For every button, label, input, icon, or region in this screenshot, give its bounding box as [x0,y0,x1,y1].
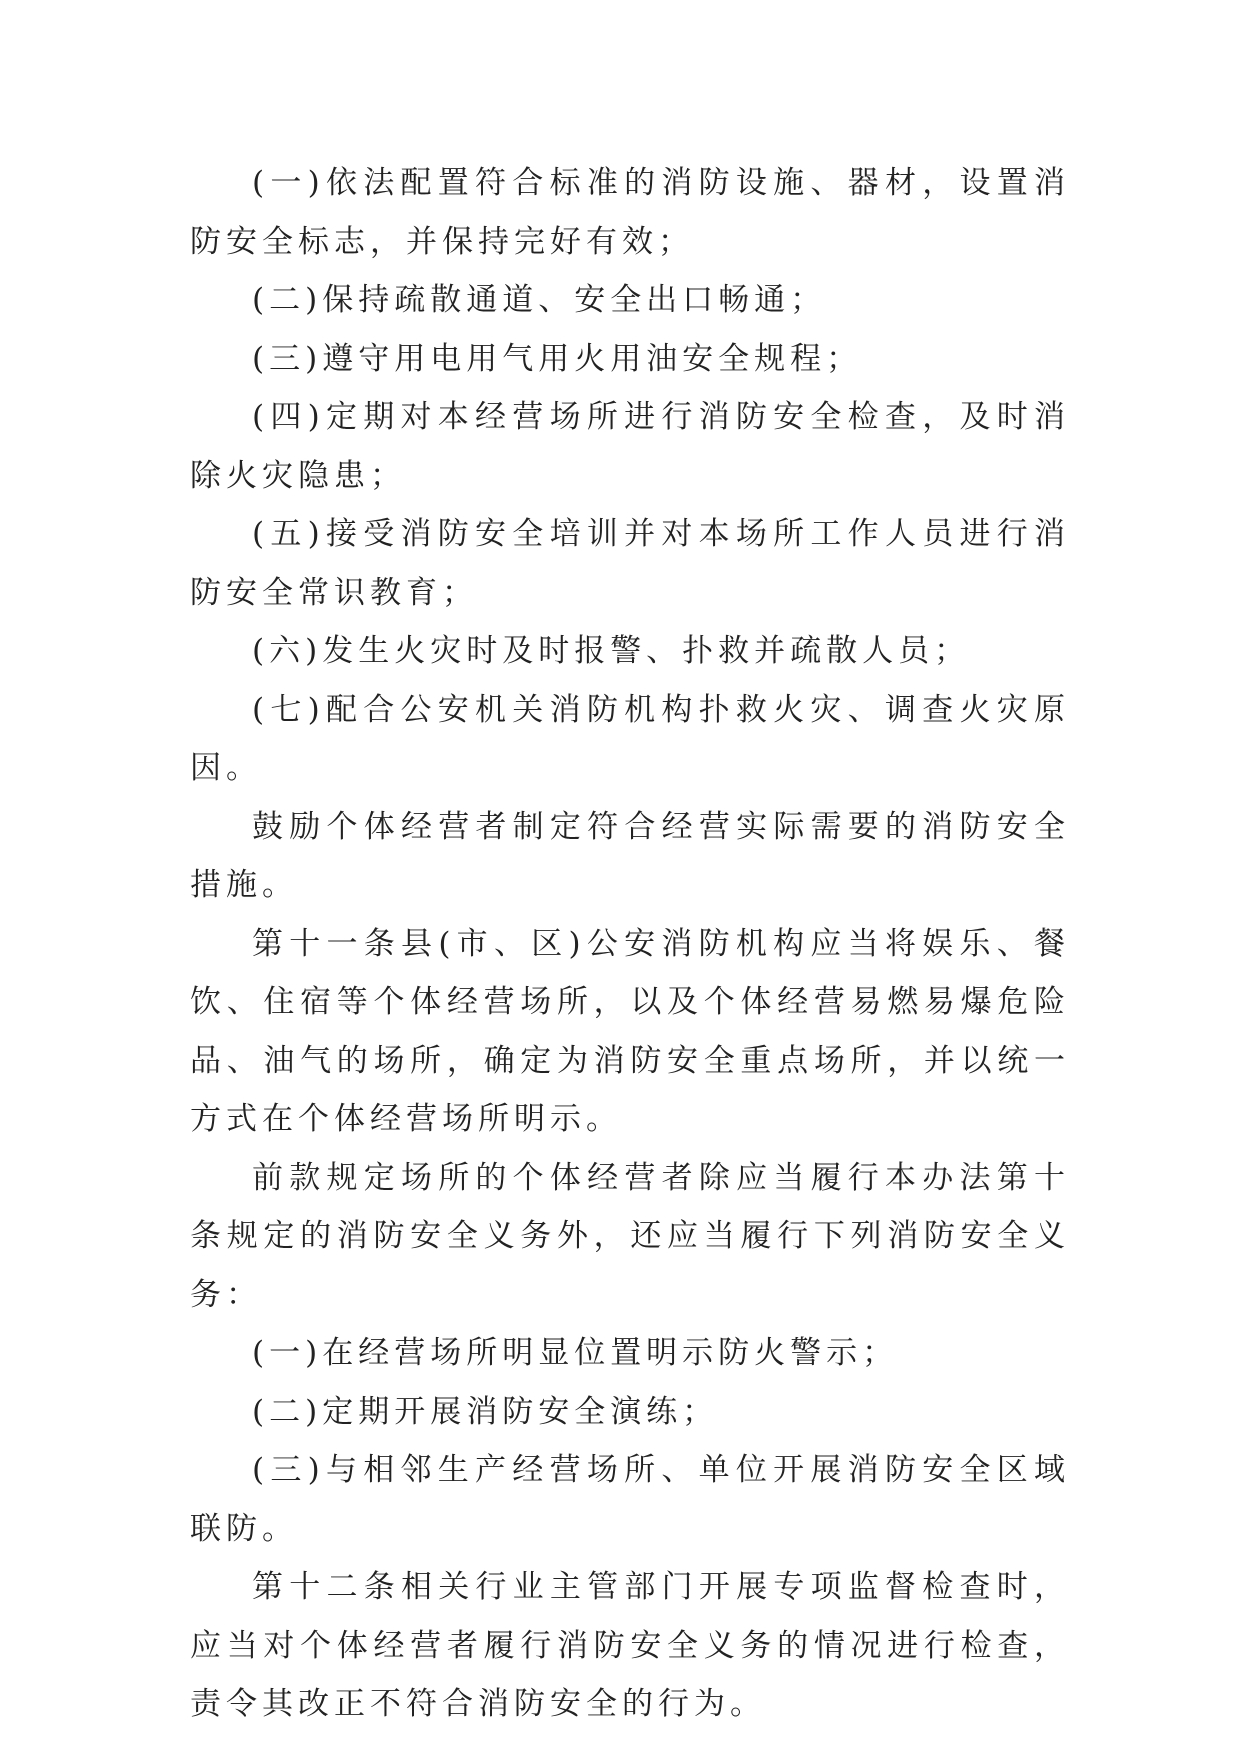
paragraph-obligation-1: (一)依法配置符合标准的消防设施、器材，设置消防安全标志，并保持完好有效； [190,165,1070,260]
paragraph-article-11: 第十一条县(市、区)公安消防机构应当将娱乐、餐饮、住宿等个体经营场所，以及个体经营易燃易爆危险品、油气的场所，确定为消防安全重点场所，并以统一方式在个体经营场所明示。 [190,925,1070,1137]
paragraph-encouragement: 鼓励个体经营者制定符合经营实际需要的消防安全措施。 [190,808,1070,903]
paragraph-obligation-2: (二)保持疏散通道、安全出口畅通； [252,282,827,318]
paragraph-obligation-5: (五)接受消防安全培训并对本场所工作人员进行消防安全常识教育； [190,516,1070,611]
paragraph-obligation-4: (四)定期对本经营场所进行消防安全检查，及时消除火灾隐患； [190,399,1070,494]
paragraph-obligation-6: (六)发生火灾时及时报警、扑救并疏散人员； [252,633,971,669]
paragraph-obligation-3: (三)遵守用电用气用火用油安全规程； [252,340,863,377]
paragraph-article-12: 第十二条相关行业主管部门开展专项监督检查时，应当对个体经营者履行消防安全义务的情况进行检查，责令其改正不符合消防安全的行为。 [190,1569,1070,1722]
paragraph-article-11-extra: 前款规定场所的个体经营者除应当履行本办法第十条规定的消防安全义务外，还应当履行下列消防安全义务： [190,1159,1070,1313]
paragraph-obligation-7: (七)配合公安机关消防机构扑救火灾、调查火灾原因。 [190,691,1070,786]
document-page [190,154,1070,1734]
paragraph-extra-obligation-2: (二)定期开展消防安全演练； [252,1393,719,1430]
paragraph-extra-obligation-3: (三)与相邻生产经营场所、单位开展消防安全区域联防。 [190,1452,1070,1547]
paragraph-extra-obligation-1: (一)在经营场所明显位置明示防火警示； [252,1335,899,1371]
